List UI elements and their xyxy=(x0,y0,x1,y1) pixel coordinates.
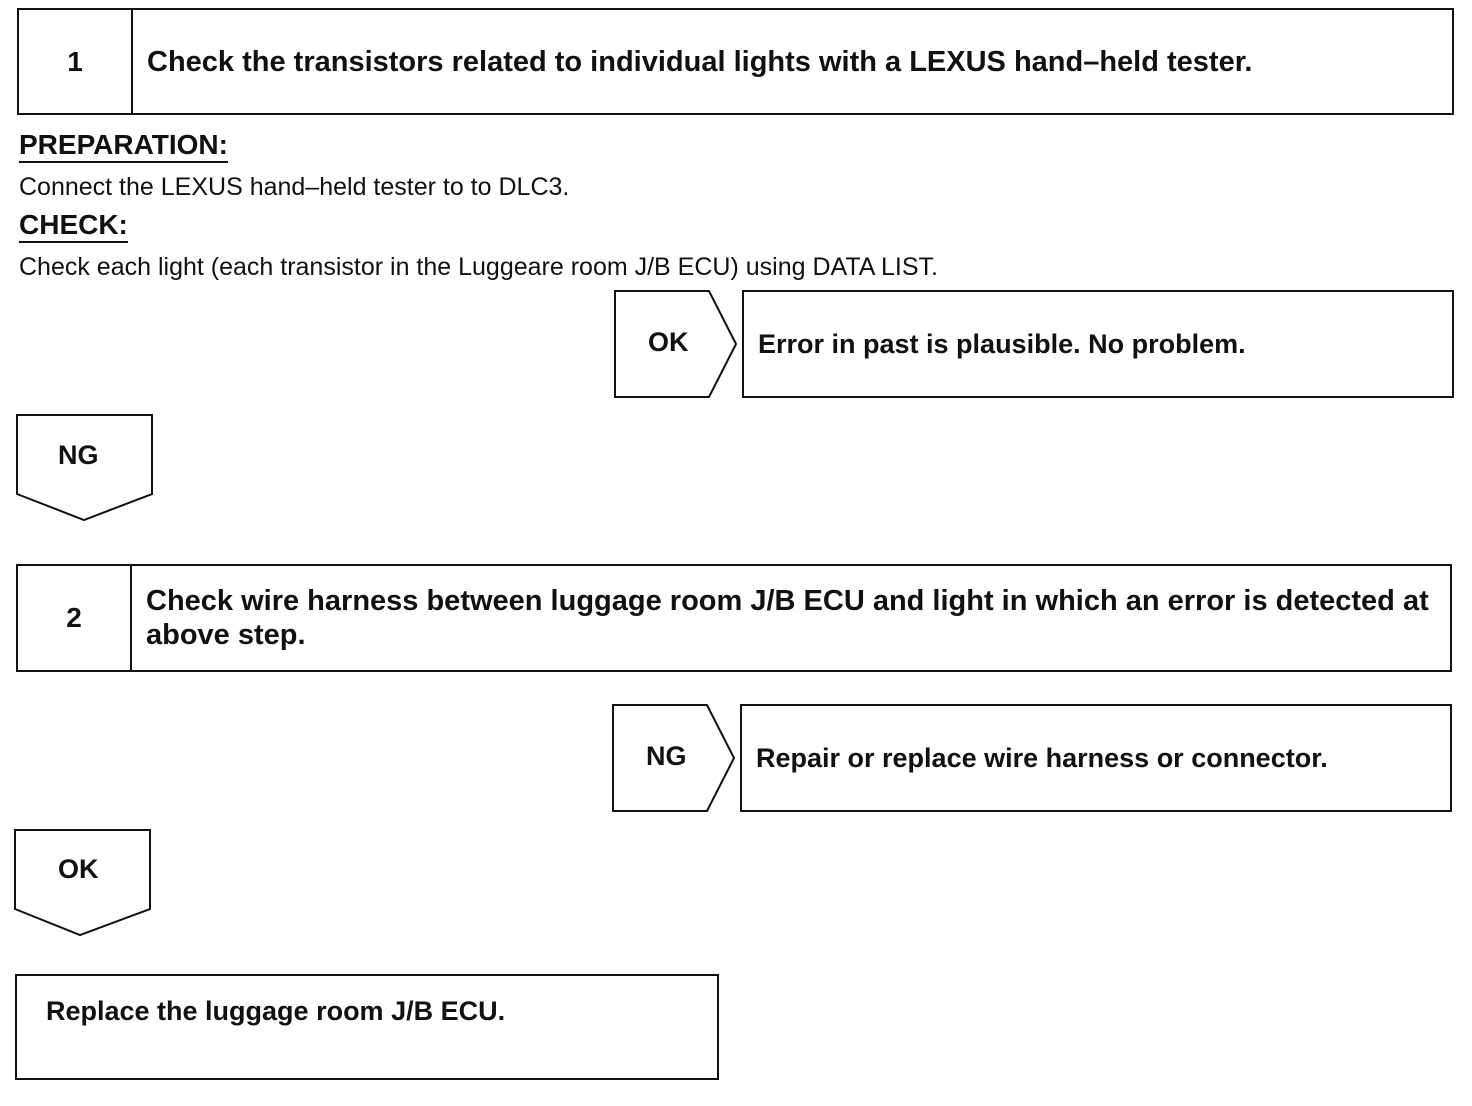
check-heading: CHECK: xyxy=(19,210,128,243)
final-action-box xyxy=(15,974,719,1080)
final-action-text: Replace the luggage room J/B ECU. xyxy=(46,996,506,1026)
result-1-box: Error in past is plausible. No problem. xyxy=(742,290,1454,398)
check-text: Check each light (each transistor in the Luggeare room J/B ECU) using DATA LIST. xyxy=(19,253,938,281)
step-2-number: 2 xyxy=(18,566,132,670)
ok-arrow-label-2: OK xyxy=(58,854,99,884)
step-2-box xyxy=(16,564,1452,672)
step-1-title: Check the transistors related to individual lights with a LEXUS hand–held tester. xyxy=(147,45,1253,78)
step-2-title: Check wire harness between luggage room J/B ECU and light in which an error is detected at above step. xyxy=(146,585,1429,651)
step-1-box xyxy=(17,8,1454,115)
preparation-heading: PREPARATION: xyxy=(19,130,228,163)
ok-arrow-label-1: OK xyxy=(648,327,689,357)
ng-arrow-label-2: NG xyxy=(646,741,687,771)
result-2-box: Repair or replace wire harness or connector. xyxy=(740,704,1452,812)
ng-arrow-label-1: NG xyxy=(58,440,99,470)
step-1-number: 1 xyxy=(19,10,133,113)
preparation-text: Connect the LEXUS hand–held tester to to DLC3. xyxy=(19,173,570,201)
